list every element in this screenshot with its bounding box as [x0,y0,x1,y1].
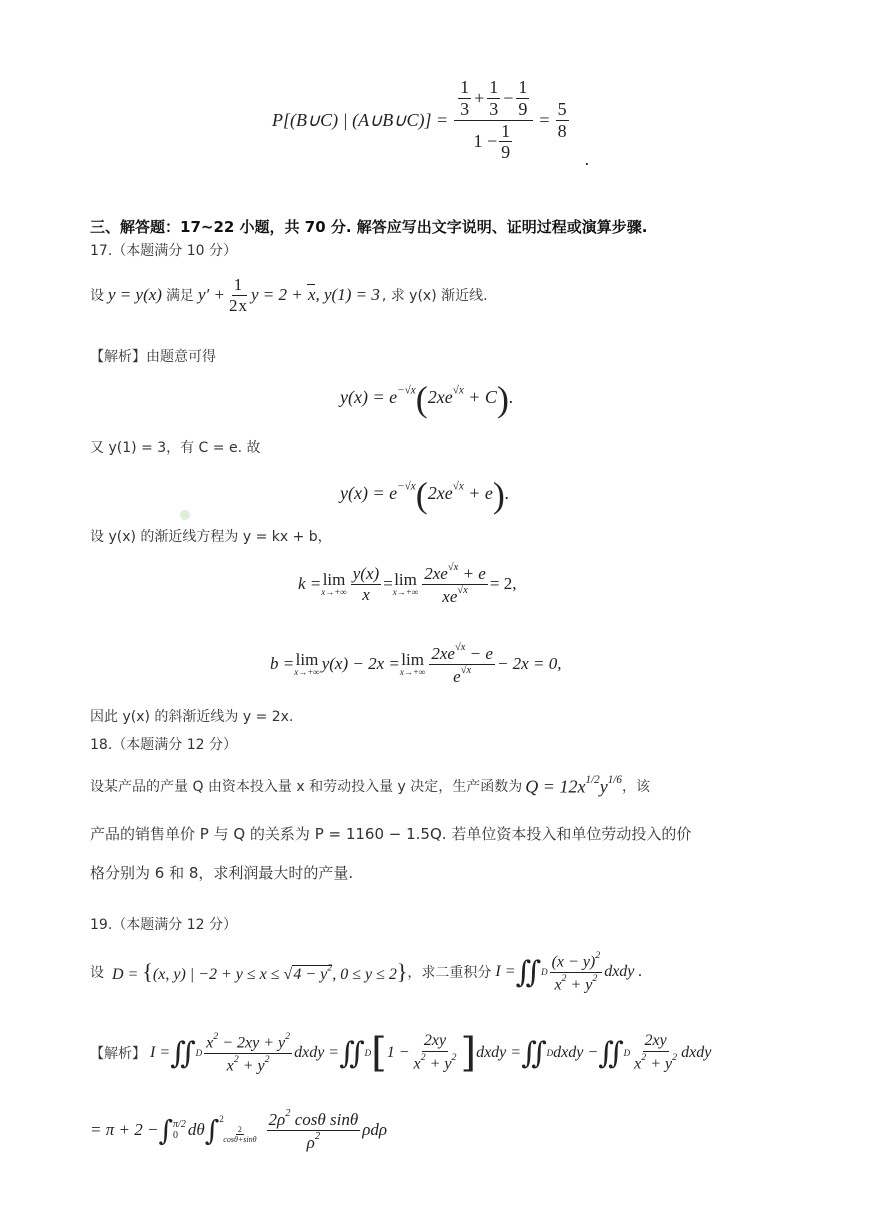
q17-statement: 设 y = y(x) 满足 y′ + $\frac{1}{2x}$ y = 2 + x, y(1) = 3 , 求 y(x) 渐近线. [90,275,488,315]
result-fraction: $\frac{5}{8}$ [557,98,567,141]
q17-k-formula: k = lim x→+∞ $\frac{y(x)}{x}$ = lim x→+∞ $\frac{2xe^{√x} + e}{xe^{√x}}$ = 2, [298,562,517,606]
q17-asymptote-intro: 设 y(x) 的渐近线方程为 y = kx + b， [90,529,332,545]
q19-label: 19.（本题满分 12 分） [90,917,237,933]
formula-lhs: P[(B∪C) | (A∪B∪C)] = [272,109,449,130]
green-mark [180,510,190,520]
q17-label: 17.（本题满分 10 分） [90,243,237,259]
q18-line3: 格分别为 6 和 8，求利润最大时的产量. [90,864,354,882]
q18-line1: 设某产品的产量 Q 由资本投入量 x 和劳动投入量 y 决定，生产函数为 $Q = 12x^{1/2}y^{1/6}$ ，该 [90,774,650,797]
q17-b-formula: b = lim x→+∞ y(x) − 2x = lim x→+∞ $\frac{2xe^{√x} - e}{e^{√x}}$ − 2x = 0, [270,642,562,686]
q19-analysis: 【解析】 I = ∬ D $\frac{x^2 - 2xy + y^2}{x^2 + y^2}$ dxdy = ∬ D [ 1 − $\frac{2xy}{x^2 + y^2}$ ] dxdy = ∬ D dxdy − ∬ D $\frac{2xy}{x^2 + y^2}$ dxdy [90,1030,712,1076]
q18-line2: 产品的销售单价 P 与 Q 的关系为 P = 1160 − 1.5Q. 若单位资本投入和单位劳动投入的价 [90,825,692,843]
big-fraction: $\frac{1}{3}$ + $\frac{1}{3}$ − $\frac{1}{9}$ 1 − $\frac{1}{9}$ [454,77,533,163]
q19-polar-step: = π + 2 − ∫ π/2 0 dθ ∫ 2 $\frac{2}{\cos\theta+\sin\theta}$ $\frac{2\rho^2 \cos\theta \sin\theta}{\rho^2}$ ρdρ [90,1108,388,1152]
section-heading: 三、解答题：17~22 小题，共 70 分. 解答应写出文字说明、证明过程或演算步骤. [90,218,648,236]
conditional-probability-formula: P[(B∪C) | (A∪B∪C)] = $\frac{1}{3}$ + $\frac{1}{3}$ − $\frac{1}{9}$ 1 − $\frac{1}{9}$ = $\frac{5}{8}$ . [272,77,590,169]
q17-solution-general: $y(x) = e^{-√x}(2xe^{√x} + C)$. [340,379,514,419]
q17-solution-particular: $y(x) = e^{-√x}(2xe^{√x} + e)$. [340,475,510,515]
q17-analysis-intro: 【解析】由题意可得 [90,349,216,365]
q17-conclusion: 因此 y(x) 的斜渐近线为 y = 2x. [90,709,294,725]
q17-constant-line: 又 y(1) = 3，有 C = e. 故 [90,440,261,456]
q18-label: 18.（本题满分 12 分） [90,737,237,753]
q19-statement: 设 D = {(x, y) | $-2 + y \le x \le √4 - y^2$, 0 ≤ y ≤ 2} ，求二重积分 I = ∬ D $\frac{(x - y)^2}{x^2 + y^2}$ dxdy . [90,950,643,994]
